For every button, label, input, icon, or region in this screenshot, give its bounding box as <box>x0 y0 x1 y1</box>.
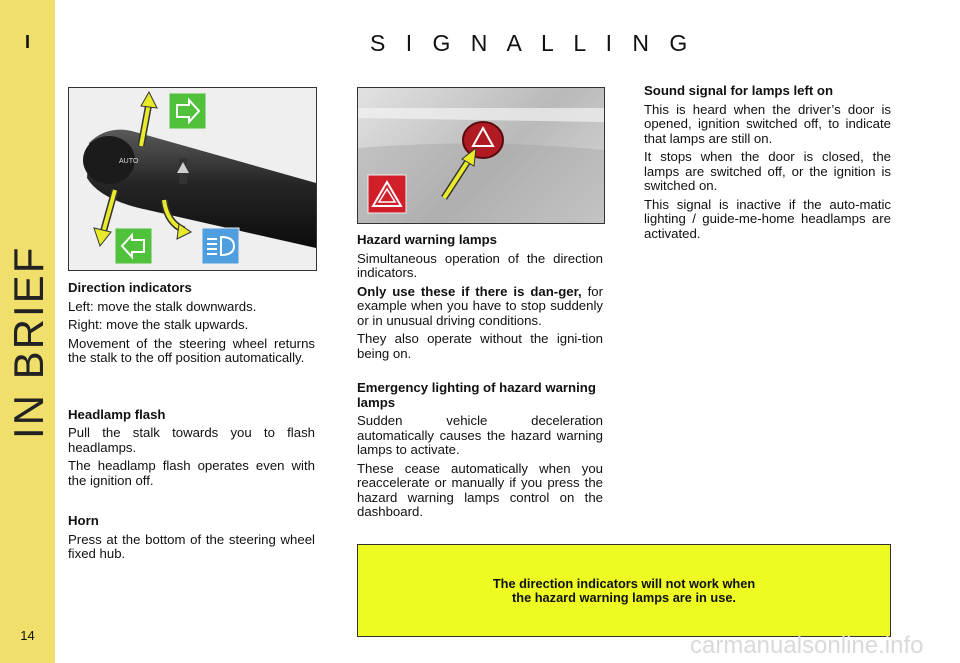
chapter-label: IN BRIEF <box>5 245 52 439</box>
right-arrow-icon <box>169 93 206 129</box>
direction-indicators-heading: Direction indicators <box>68 280 192 295</box>
direction-indicators-left: Left: move the stalk downwards. <box>68 298 257 314</box>
direction-indicators-auto: Movement of the steering wheel returns the stalk to the off position automatically. <box>68 335 315 365</box>
horn-heading: Horn <box>68 513 99 528</box>
headlamp-flash-text2: The headlamp flash operates even with the ignition off. <box>68 458 315 488</box>
emergency-text1: Sudden vehicle deceleration automatically causes the hazard warning lamps to activate. <box>357 413 603 457</box>
warning-note-line2: the hazard warning lamps are in use. <box>511 590 736 605</box>
emergency-heading: Emergency lighting of hazard warning lamps <box>357 380 596 410</box>
column-right <box>644 84 891 245</box>
hazard-text2-rest: for example when you have to stop suddenly or in unusual driving conditions. <box>357 283 603 328</box>
chapter-marker: I <box>24 32 30 52</box>
hazard-heading: Hazard warning lamps <box>357 232 497 247</box>
sound-signal-text1: This is heard when the driver’s door is opened, ignition switched off, to indicate that lamps are still on. <box>644 101 891 146</box>
direction-indicators-right: Right: move the stalk upwards. <box>68 317 249 332</box>
page-title: S I G N A L L I N G <box>370 30 695 56</box>
warning-note-text <box>358 577 890 605</box>
page-number: 14 <box>20 628 35 643</box>
stalk-photo <box>68 87 317 271</box>
hazard-photo <box>357 87 605 224</box>
sidebar <box>0 0 55 663</box>
watermark: carmanualsonline.info <box>690 632 924 659</box>
emergency-text2: These cease automatically when you reaccelerate or manually if you press the hazard warning lamps control on the dashboard. <box>357 460 603 519</box>
sound-signal-text2: It stops when the door is closed, the lamps are switched off, or the ignition is switched on. <box>644 149 891 193</box>
headlamp-icon <box>202 228 239 264</box>
horn-text: Press at the bottom of the steering wheel fixed hub. <box>68 531 315 561</box>
hazard-text2-bold: Only use these if there is dan-ger, <box>357 283 582 299</box>
left-arrow-icon <box>115 228 152 264</box>
warning-note-line1: The direction indicators will not work when <box>492 576 756 591</box>
hazard-text2 <box>357 285 603 329</box>
column-left <box>68 281 315 566</box>
sound-signal-heading: Sound signal for lamps left on <box>644 83 834 98</box>
hazard-text1: Simultaneous operation of the direction indicators. <box>357 250 603 280</box>
sound-signal-text3: This signal is inactive if the auto-matic lighting / guide-me-home headlamps are activated. <box>644 196 891 241</box>
column-middle <box>357 233 603 524</box>
hazard-triangle-icon <box>368 175 406 213</box>
warning-note-box <box>357 544 891 637</box>
headlamp-flash-text1: Pull the stalk towards you to flash headlamps. <box>68 425 315 455</box>
down-arrow-icon <box>94 190 115 246</box>
headlamp-flash-heading: Headlamp flash <box>68 406 166 422</box>
stalk-auto-label: AUTO <box>119 158 139 165</box>
hazard-text3: They also operate without the igni-tion being on. <box>357 331 603 361</box>
